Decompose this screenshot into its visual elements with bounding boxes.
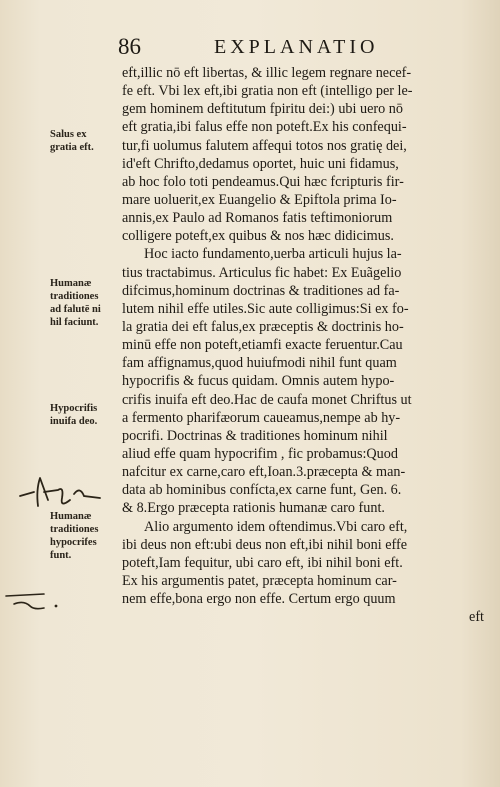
text-line: crifis inuifa eft deo.Hac de caufa monet Chriftus ut	[122, 391, 412, 408]
page-number: 86	[118, 34, 141, 59]
text-line: annis,ex Paulo ad Romanos fatis teftimoniorum	[122, 210, 393, 227]
catchword: eft	[469, 609, 484, 626]
text-line: fe eft. Vbi lex eft,ibi gratia non eft (intelligo per le-	[122, 83, 413, 100]
text-line: tius tractabimus. Articulus fic habet: Ex Euãgelio	[122, 264, 402, 281]
text-line: ab hoc folo toti pendeamus.Qui hæc fcripturis fir-	[122, 173, 404, 190]
text-line: colligere poteft,ex quibus & nos hæc didicimus.	[122, 228, 394, 245]
text-line: minū effe non poteft,etiamfi exacte feruentur.Cau	[122, 337, 403, 354]
text-line: Alio argumento idem oftendimus.Vbi caro eft,	[144, 518, 408, 535]
margin-note: Hypocrifis inuifa deo.	[50, 403, 98, 427]
text-line: nafcitur ex carne,caro eft,Ioan.3.præcepta & man-	[122, 464, 406, 481]
text-line: fam affignamus,quod huiufmodi nihil funt quam	[122, 355, 397, 372]
text-line: hypocrifis & fucus quidam. Omnis autem hypo-	[122, 373, 395, 390]
running-head: EXPLANATIO	[214, 36, 379, 58]
text-line: Ex his argumentis patet, præcepta hominum car-	[122, 572, 397, 589]
text-line: difcimus,hominum doctrinas & traditiones ad fa-	[122, 282, 400, 299]
text-line: id'eft Chrifto,dedamus oportet, huic uni fidamus,	[122, 155, 399, 172]
text-line: mare uoluerit,ex Euangelio & Epiftola prima Io-	[122, 191, 397, 208]
text-line: aliud effe quam hypocrifim , fic probamus:Quod	[122, 445, 398, 462]
text-block	[122, 64, 488, 626]
text-line: tur,fi uolumus falutem affequi totos nos gratię dei,	[122, 137, 407, 154]
text-line: poteft,Iam fequitur, ubi caro eft, ibi nihil boni eft.	[122, 554, 403, 571]
text-line: pocrifi. Doctrinas & traditiones hominum nihil	[122, 427, 388, 444]
page-header	[0, 34, 500, 62]
margin-note: Humanæ traditiones ad falutē ni hil faciunt.	[50, 278, 101, 328]
text-line: ibi deus non eft:ubi deus non eft,ibi nihil boni effe	[122, 536, 408, 553]
text-line: nem effe,bona ergo non effe. Certum ergo quum	[122, 591, 396, 608]
handwritten-mark-icon	[4, 590, 64, 620]
text-line: data ab hominibus confícta,ex carne funt, Gen. 6.	[122, 482, 402, 499]
text-line: lutem nihil effe utiles.Sic aute colligimus:Si ex fo-	[122, 300, 409, 317]
margin-note: Salus ex gratia eft.	[50, 129, 94, 153]
text-line: gem hominem deftitutum fpiritu dei:) ubi uero nō	[122, 101, 403, 118]
text-line: eft,illic nō eft libertas, & illic legem regnare necef-	[122, 65, 412, 81]
text-line: eft gratia,ibi falus effe non poteft.Ex his confequi-	[122, 119, 407, 136]
text-line: la gratia dei eft falus,ex præceptis & doctrinis ho-	[122, 318, 404, 335]
text-line: Hoc iacto fundamento,uerba articuli hujus la-	[144, 246, 402, 263]
text-line: & 8.Ergo præcepta rationis humanæ caro funt.	[122, 500, 385, 517]
text-line: a fermento pharifæorum caueamus,nempe ab hy-	[122, 409, 401, 426]
margin-note: Humanæ traditiones hypocrifes funt.	[50, 511, 99, 561]
handwritten-annotation-icon	[14, 470, 114, 520]
